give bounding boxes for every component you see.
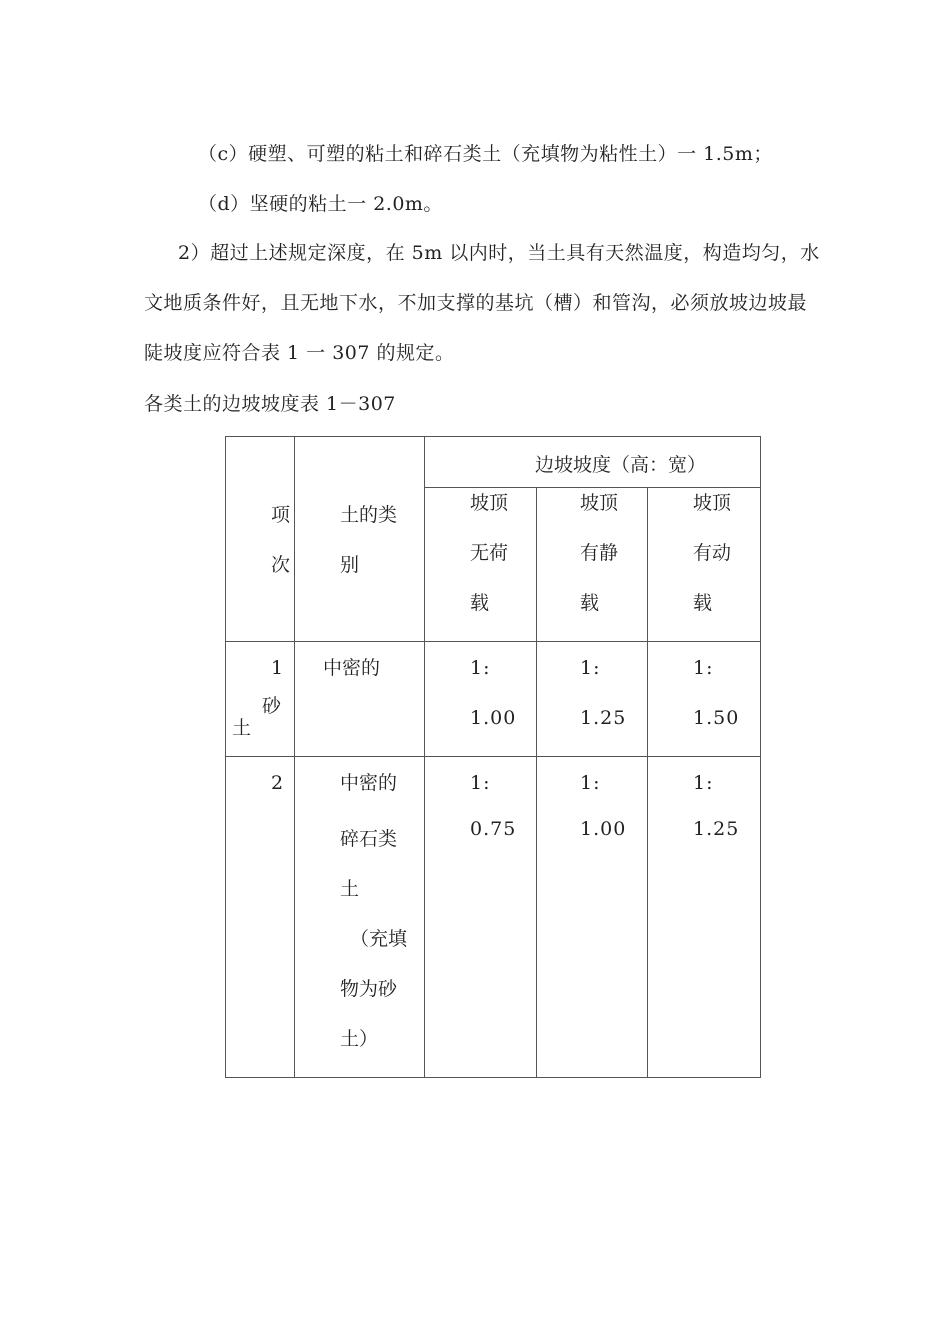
table-row	[226, 642, 761, 757]
header-text: 坡顶	[580, 492, 619, 514]
paragraph-2-line-2: 文地质条件好，且无地下水，不加支撑的基坑（槽）和管沟，必须放坡边坡最	[144, 292, 808, 314]
cell-value-static-load	[537, 642, 648, 757]
cell-text: 中密的	[323, 657, 381, 679]
cell-text: 1:	[470, 657, 491, 679]
header-dynamic-load	[648, 488, 761, 642]
cell-text: 1:	[693, 772, 714, 794]
cell-item-no	[226, 757, 295, 1078]
cell-text: 1	[271, 657, 284, 679]
cell-soil-type	[295, 642, 425, 757]
header-static-load	[537, 488, 648, 642]
cell-value-dynamic-load	[648, 757, 761, 1078]
header-text: 土的类	[340, 504, 398, 526]
cell-text: 1.25	[580, 707, 627, 729]
cell-text: （充填	[350, 928, 408, 950]
paragraph-d: （d）坚硬的粘土一 2.0m。	[198, 193, 443, 215]
cell-text: 1:	[580, 657, 601, 679]
header-text: 次	[271, 554, 291, 576]
header-text: 载	[470, 592, 490, 614]
cell-text: 土）	[340, 1028, 379, 1050]
header-no-load	[425, 488, 537, 642]
paragraph-2-line-1: 2）超过上述规定深度，在 5m 以内时，当土具有天然温度，构造均匀，水	[178, 242, 820, 264]
header-text: 边坡坡度（高：宽）	[535, 454, 707, 476]
header-text: 载	[693, 592, 713, 614]
header-text: 载	[580, 592, 600, 614]
cell-text: 1.00	[580, 818, 627, 840]
header-slope-group	[425, 437, 761, 488]
header-item-no	[226, 437, 295, 642]
cell-text: 碎石类	[340, 828, 398, 850]
paragraph-c: （c）硬塑、可塑的粘土和碎石类土（充填物为粘性土）一 1.5m；	[198, 143, 773, 165]
cell-value-static-load	[537, 757, 648, 1078]
cell-value-dynamic-load	[648, 642, 761, 757]
cell-text: 1.25	[693, 818, 740, 840]
header-text: 别	[340, 554, 360, 576]
cell-text: 砂	[262, 695, 282, 717]
cell-text: 0.75	[470, 818, 517, 840]
cell-item-no	[226, 642, 295, 757]
table-caption: 各类土的边坡坡度表 1－307	[144, 393, 396, 415]
cell-soil-type	[295, 757, 425, 1078]
cell-value-no-load	[425, 642, 537, 757]
cell-text: 1.00	[470, 707, 517, 729]
header-soil-type	[295, 437, 425, 642]
cell-text: 中密的	[340, 772, 398, 794]
cell-text: 1.50	[693, 707, 740, 729]
cell-text: 2	[271, 772, 284, 794]
header-text: 坡顶	[693, 492, 732, 514]
header-text: 有动	[693, 542, 732, 564]
cell-text: 1:	[693, 657, 714, 679]
cell-text: 1:	[580, 772, 601, 794]
slope-table	[225, 436, 761, 1078]
header-text: 坡顶	[470, 492, 509, 514]
header-text: 有静	[580, 542, 619, 564]
cell-text: 土	[340, 878, 360, 900]
paragraph-2-line-3: 陡坡度应符合表 1 一 307 的规定。	[144, 342, 455, 364]
cell-text: 物为砂	[340, 978, 398, 1000]
table-row	[226, 757, 761, 1078]
cell-text: 1:	[470, 772, 491, 794]
header-text: 项	[271, 504, 291, 526]
cell-value-no-load	[425, 757, 537, 1078]
cell-text: 土	[232, 717, 252, 739]
header-text: 无荷	[470, 542, 509, 564]
